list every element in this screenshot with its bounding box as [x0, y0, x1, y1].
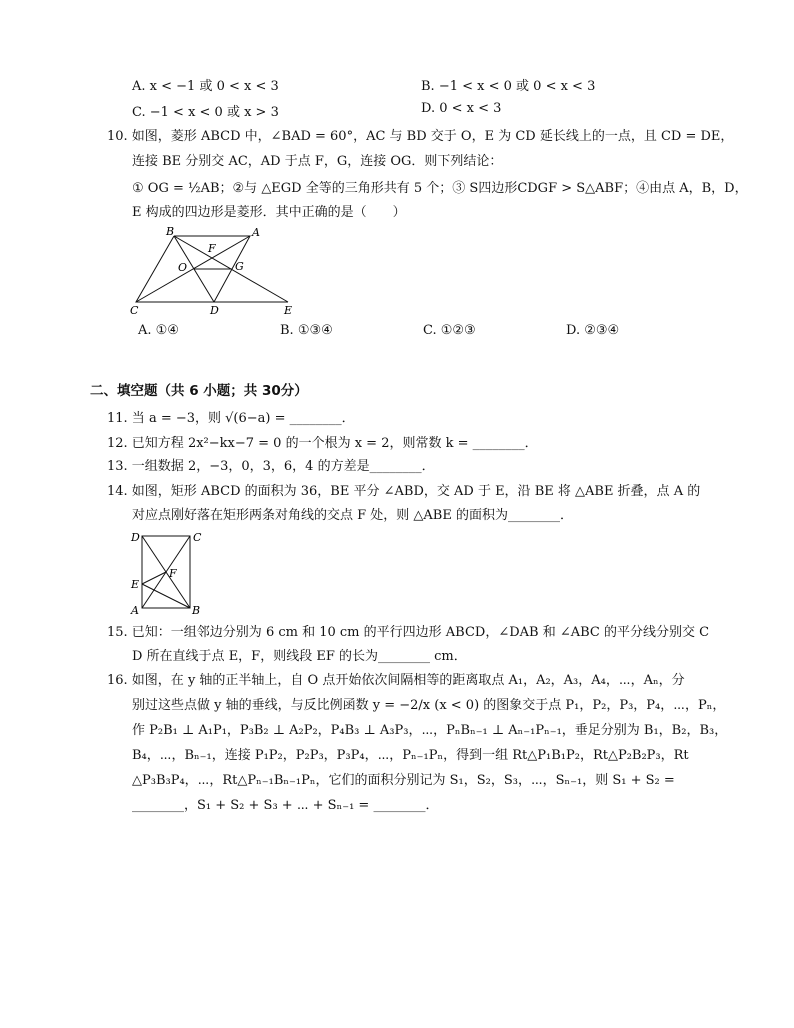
q15-line-2: D 所在直线于点 E，F，则线段 EF 的长为________ cm．: [132, 649, 467, 664]
q14-line-2: 对应点刚好落在矩形两条对角线的交点 F 处，则 △ABE 的面积为________．: [132, 508, 573, 523]
q13: 13. 一组数据 2，−3，0，3，6，4 的方差是________．: [107, 459, 435, 474]
label-e: E: [284, 304, 293, 317]
q10-line-2: 连接 BE 分别交 AC，AD 于点 F，G，连接 OG．则下列结论：: [132, 154, 503, 169]
q10-option-a: A. ①④: [138, 323, 179, 338]
q16-line-2: 别过这些点做 y 轴的垂线，与反比例函数 y = −2/x (x < 0) 的图象交于点 P₁，P₂，P₃，P₄，⋯，Pₙ，: [132, 698, 726, 713]
q9-option-a: A. x < −1 或 0 < x < 3: [132, 79, 279, 94]
q10-option-b: B. ①③④: [280, 323, 333, 338]
q16-line-3: 作 P₂B₁ ⊥ A₁P₁，P₃B₂ ⊥ A₂P₂，P₄B₃ ⊥ A₃P₃，⋯，PₙBₙ₋₁ ⊥ Aₙ₋₁Pₙ₋₁，垂足分别为 B₁，B₂，B₃，: [132, 723, 728, 738]
q14-rectangle-figure: [128, 528, 208, 618]
q16-line-1: 16. 如图，在 y 轴的正半轴上，自 O 点开始依次间隔相等的距离取点 A₁，A₂，A₃，A₄，⋯，Aₙ，分: [107, 673, 685, 688]
section-2-title: 二、填空题（共 6 小题；共 30分）: [90, 383, 308, 399]
label-b: B: [166, 225, 175, 238]
label-c: C: [130, 304, 139, 317]
label-f: F: [208, 242, 216, 255]
q9-option-c: C. −1 < x < 0 或 x > 3: [132, 105, 279, 120]
q10-option-d: D. ②③④: [566, 323, 620, 338]
label-f: F: [169, 567, 177, 580]
q9-option-d: D. 0 < x < 3: [421, 101, 502, 116]
q16-line-6: ________，S₁ + S₂ + S₃ + ⋯ + Sₙ₋₁ = ________．: [132, 798, 439, 813]
q16-line-4: B₄，⋯，Bₙ₋₁，连接 P₁P₂，P₂P₃，P₃P₄，⋯，Pₙ₋₁Pₙ，得到一组 Rt△P₁B₁P₂，Rt△P₂B₂P₃，Rt: [132, 748, 689, 763]
q15-line-1: 15. 已知：一组邻边分别为 6 cm 和 10 cm 的平行四边形 ABCD，∠DAB 和 ∠ABC 的平分线分别交 C: [107, 625, 710, 640]
q10-option-c: C. ①②③: [423, 323, 476, 338]
label-a: A: [252, 226, 260, 239]
q12: 12. 已知方程 2x²−kx−7 = 0 的一个根为 x = 2，则常数 k = ________．: [107, 436, 538, 451]
q16-line-5: △P₃B₃P₄，⋯，Rt△Pₙ₋₁Bₙ₋₁Pₙ，它们的面积分别记为 S₁，S₂，S₃，⋯，Sₙ₋₁，则 S₁ + S₂ =: [132, 773, 675, 788]
diagonal-ac: [136, 236, 250, 302]
q10-rhombus-figure: [126, 224, 306, 320]
segment-eb: [142, 584, 190, 608]
q10-line-3: ① OG = ½AB；②与 △EGD 全等的三角形共有 5 个；③ S四边形CDGF > S△ABF；④由点 A，B，D，: [132, 181, 748, 196]
label-b: B: [192, 604, 201, 617]
label-a: A: [131, 604, 139, 617]
q10-line-1: 10. 如图，菱形 ABCD 中，∠BAD = 60°，AC 与 BD 交于 O，E 为 CD 延长线上的一点，且 CD = DE，: [107, 129, 734, 144]
q11: 11. 当 a = −3，则 √(6−a) = ________．: [107, 411, 355, 426]
q9-option-b: B. −1 < x < 0 或 0 < x < 3: [421, 79, 596, 94]
label-c: C: [193, 531, 202, 544]
label-d: D: [131, 531, 140, 544]
q10-line-4: E 构成的四边形是菱形．其中正确的是（ ）: [132, 205, 406, 220]
q14-line-1: 14. 如图，矩形 ABCD 的面积为 36，BE 平分 ∠ABD，交 AD 于 E，沿 BE 将 △ABE 折叠，点 A 的: [107, 484, 701, 499]
label-g: G: [235, 260, 244, 273]
label-e: E: [131, 578, 140, 591]
label-o: O: [178, 261, 188, 274]
label-d: D: [210, 304, 219, 317]
